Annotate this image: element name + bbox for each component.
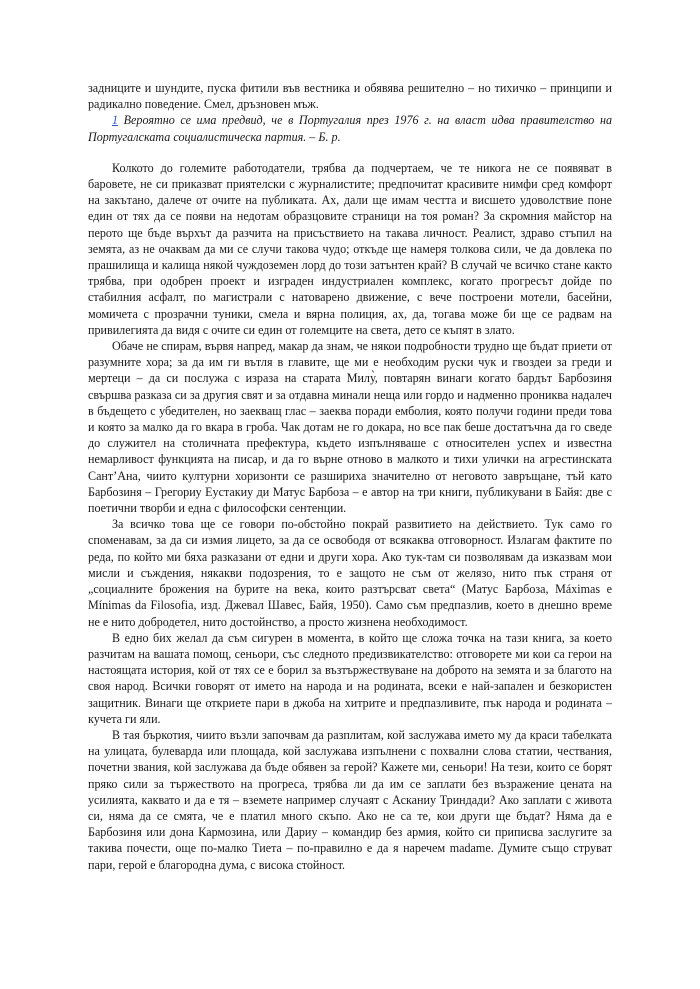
opening-paragraph: задниците и шундите, пуска фитили във вестника и обявява решително – но тихичко – принципи и радикално поведение. Смел, дръзновен мъж. — [88, 81, 612, 112]
paragraph-2: Обаче не спирам, вървя напред, макар да знам, че някои подробности трудно ще бъдат приети от разумните хора; за да им ги вътля в главите, ще ми е необходим руски чук и гвоздеи за греди и мертеци – да си послужа с израза на старата Милу̀, повтарян винаги когато бардът Барбозиня свършва разказа си за другия свят и за отдавна минали неща или гордо и надменно прониква надалеч в бъдещето с убедителен, но заекващ глас – заеква поради емболия, която получи години преди това и която за малко да го вкара в гроба. Чак дотам не го докара, но все пак беше достатъчна да го сведе до служител на столичната префектура, където изпълняваше с относителен успех и известна немарливост функцията на писар, и да го върне отново в малкото и тихи улички на агрестинската Сант’Ана, чиито културни хоризонти се разшириха значително от неговото завръщане, тъй като Барбозиня – Грегориу Еустакиу ди Матус Барбоза – е автор на три книги, публикувани в Байя: две с поетични творби и една с философски сентенции. — [88, 339, 612, 516]
paragraph-1: Колкото до големите работодатели, трябва да подчертаем, че те никога не се появяват в баровете, не си приказват приятелски с журналистите; предпочитат красивите нимфи сред комфорт на закътано, далече от очите на публиката. Ах, дали ще имам честта и висшето удоволствие поне един от тях да се появи на недотам образцовите страници на тоя роман? За скромния майстор на перото ще бъде върхът да разчита на присъствието на такава личност. Реалист, здраво стъпил на земята, аз не очаквам да ми се случи такова чудо; откъде ще намеря толкова сили, че да довлека по прашилища и калища някой чуждоземен лорд до този затънтен край? В случай че всичко стане както трябва, при одобрен проект и изграден индустриален комплекс, когато прогресът дойде по стабилния асфалт, по магистрали с натоварено движение, с вече построени мотели, басейни, момичета с прозрачни туники, смела и вярна полиция, ах, да, тогава може би ще се радвам на привилегията да видя с очите си един от големците на света, дето се къпят в злато. — [88, 160, 612, 337]
paragraph-4: В едно бих желал да съм сигурен в момента, в който ще сложа точка на тази книга, за което разчитам на вашата помощ, сеньори, със следното предизвикателство: отговорете ми кои са герои на настоящата история, кой от тях се е борил за възтържествуване на доброто на земята и за благото на своя народ. Всички говорят от името на народа и на родината, всеки е най-запален и безкористен защитник. Винаги ще откриете пари в джоба на хитрите и предпазливите, пък народа и родината – кучета ги яли. — [88, 630, 612, 726]
book-page — [88, 80, 612, 873]
footnote-link[interactable]: 1 — [112, 113, 119, 128]
paragraph-3: За всичко това ще се говори по-обстойно покрай развитието на действието. Тук само го споменавам, за да си измия лицето, за да се освободя от всякаква отговорност. Излагам фактите по реда, по който ми бяха разказани от едни и други хора. Ако тук-там си позволявам да изказвам мои мисли и съждения, някакви подозрения, то е защото не съм от желязо, нито пък страня от „социалните брожения на бурите на века, които разтърсват света“ (Матус Барбоза, Máximas e Mínimas da Filosofia, изд. Джевал Шавес, Байя, 1950). Само съм предпазлив, което в днешно време не е нито добродетел, нито достойнство, а просто жизнена необходимост. — [88, 517, 612, 629]
paragraph-5: В тая бъркотия, чиито възли започвам да разплитам, кой заслужава името му да краси табелката на улицата, булеварда или площада, кой заслужава изпълнени с похвални слова статии, чествания, почетни звания, кой заслужава да бъде обявен за герой? Кажете ми, сеньори! На тези, които се борят пряко сили за тържеството на прогреса, трябва ли да им се заплати без възражение цената на усилията, каквато и да е тя – вземете например случаят с Асканиу Триндади? Ако заплати с живота си, няма да се смята, че е платил много скъпо. Ако не са те, кои други ще бъдат? Няма да е Барбозиня или дона Кармозина, или Дариу – командир без армия, който си приписва заслугите за такива почести, още по-малко Тиета – по-правилно е да я наречем madame. Думите също струват пари, герой е благородна дума, с висока стойност. — [88, 727, 612, 872]
footnote-text: Вероятно се има предвид, че в Португалия през 1976 г. на власт идва правителство на Португалската социалистическа партия. – Б. р. — [88, 113, 612, 144]
footnote — [88, 112, 612, 144]
